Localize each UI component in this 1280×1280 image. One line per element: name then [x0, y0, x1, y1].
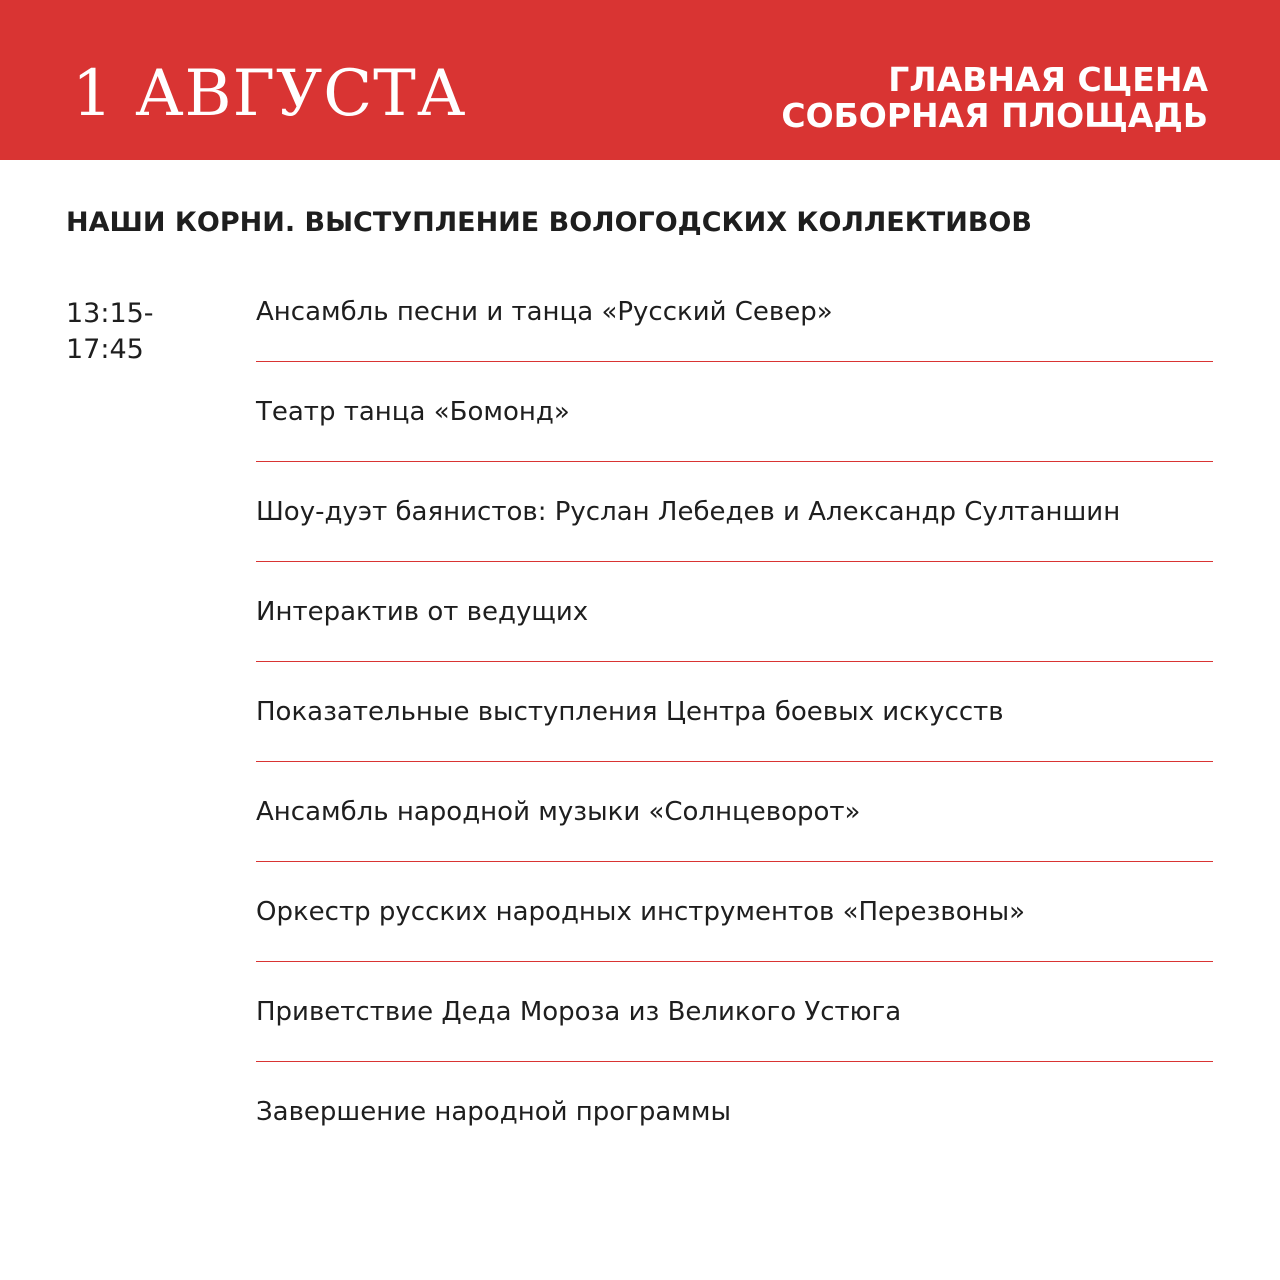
event-label: Завершение народной программы [256, 1097, 732, 1127]
header-banner [0, 0, 1280, 160]
event-label: Приветствие Деда Мороза из Великого Устюга [256, 997, 902, 1027]
event-label: Шоу-дуэт баянистов: Руслан Лебедев и Александр Султаншин [256, 497, 1121, 527]
event-row [256, 962, 1213, 1062]
event-label: Театр танца «Бомонд» [256, 397, 570, 427]
event-label: Оркестр русских народных инструментов «Перезвоны» [256, 897, 1026, 927]
event-row [256, 362, 1213, 462]
event-row [256, 862, 1213, 962]
event-label: Ансамбль песни и танца «Русский Север» [256, 297, 833, 327]
event-label: Показательные выступления Центра боевых искусств [256, 697, 1004, 727]
time-end: 17:45 [66, 334, 144, 365]
program-title: НАШИ КОРНИ. ВЫСТУПЛЕНИЕ ВОЛОГОДСКИХ КОЛЛЕКТИВОВ [66, 207, 1032, 238]
venue-stage: ГЛАВНАЯ СЦЕНА [888, 60, 1208, 99]
event-row [256, 1062, 1213, 1162]
event-list [256, 262, 1213, 1162]
event-row [256, 762, 1213, 862]
venue-title [781, 62, 1208, 134]
event-date: 1 АВГУСТА [72, 57, 467, 131]
event-label: Ансамбль народной музыки «Солнцеворот» [256, 797, 861, 827]
event-row [256, 462, 1213, 562]
venue-location: СОБОРНАЯ ПЛОЩАДЬ [781, 96, 1208, 135]
event-row [256, 562, 1213, 662]
time-range [66, 296, 154, 368]
event-row [256, 262, 1213, 362]
event-row [256, 662, 1213, 762]
event-label: Интерактив от ведущих [256, 597, 589, 627]
time-start: 13:15- [66, 298, 154, 329]
